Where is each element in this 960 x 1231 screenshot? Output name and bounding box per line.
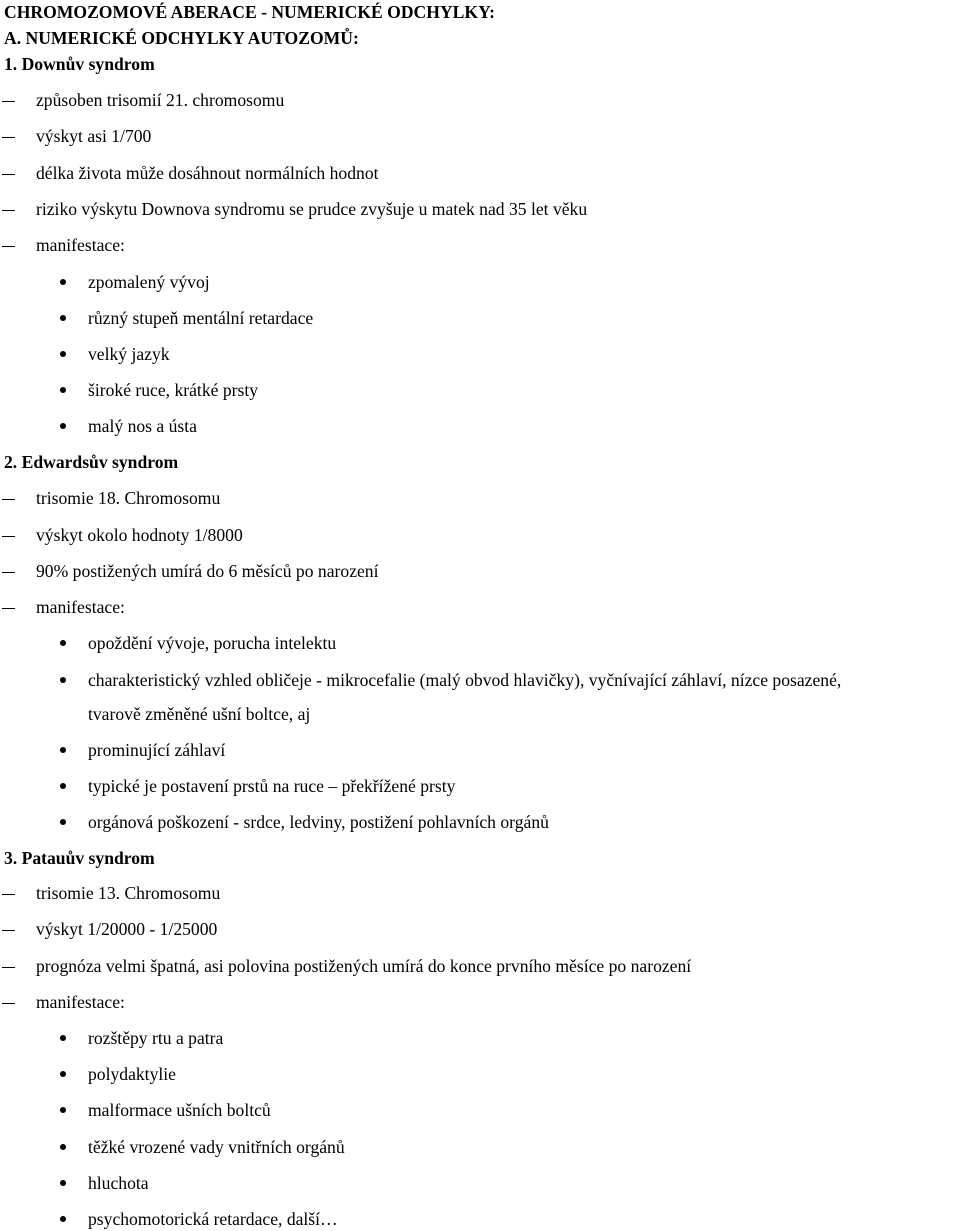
dash-icon (2, 894, 15, 895)
dash-icon (2, 246, 15, 247)
bullet-icon (60, 1216, 66, 1222)
syndrome-heading: 2. Edwardsův syndrom (4, 452, 179, 472)
bullet-icon (60, 1071, 66, 1077)
bullet-icon (60, 387, 66, 393)
dash-icon (2, 499, 15, 500)
dash-icon (2, 967, 15, 968)
bullet-icon (60, 1180, 66, 1186)
syndrome-heading: 1. Downův syndrom (4, 54, 155, 74)
bullet-icon (60, 819, 66, 825)
dash-icon (2, 930, 15, 931)
dash-icon (2, 137, 15, 138)
bullet-icon (60, 1144, 66, 1150)
bullet-icon (60, 423, 66, 429)
bullet-icon (60, 677, 66, 683)
bullet-icon (60, 351, 66, 357)
document-title: CHROMOZOMOVÉ ABERACE - NUMERICKÉ ODCHYLKY: (4, 2, 496, 22)
dash-icon (2, 1003, 15, 1004)
bullet-icon (60, 279, 66, 285)
dash-icon (2, 210, 15, 211)
bullet-icon (60, 315, 66, 321)
bullet-icon (60, 640, 66, 646)
dash-icon (2, 536, 15, 537)
syndrome-heading: 3. Patauův syndrom (4, 848, 155, 868)
dash-icon (2, 608, 15, 609)
dash-icon (2, 572, 15, 573)
bullet-icon (60, 747, 66, 753)
section-heading: A. NUMERICKÉ ODCHYLKY AUTOZOMŮ: (4, 28, 359, 48)
bullet-icon (60, 1107, 66, 1113)
dash-icon (2, 101, 15, 102)
dash-icon (2, 174, 15, 175)
bullet-icon (60, 783, 66, 789)
bullet-icon (60, 1035, 66, 1041)
